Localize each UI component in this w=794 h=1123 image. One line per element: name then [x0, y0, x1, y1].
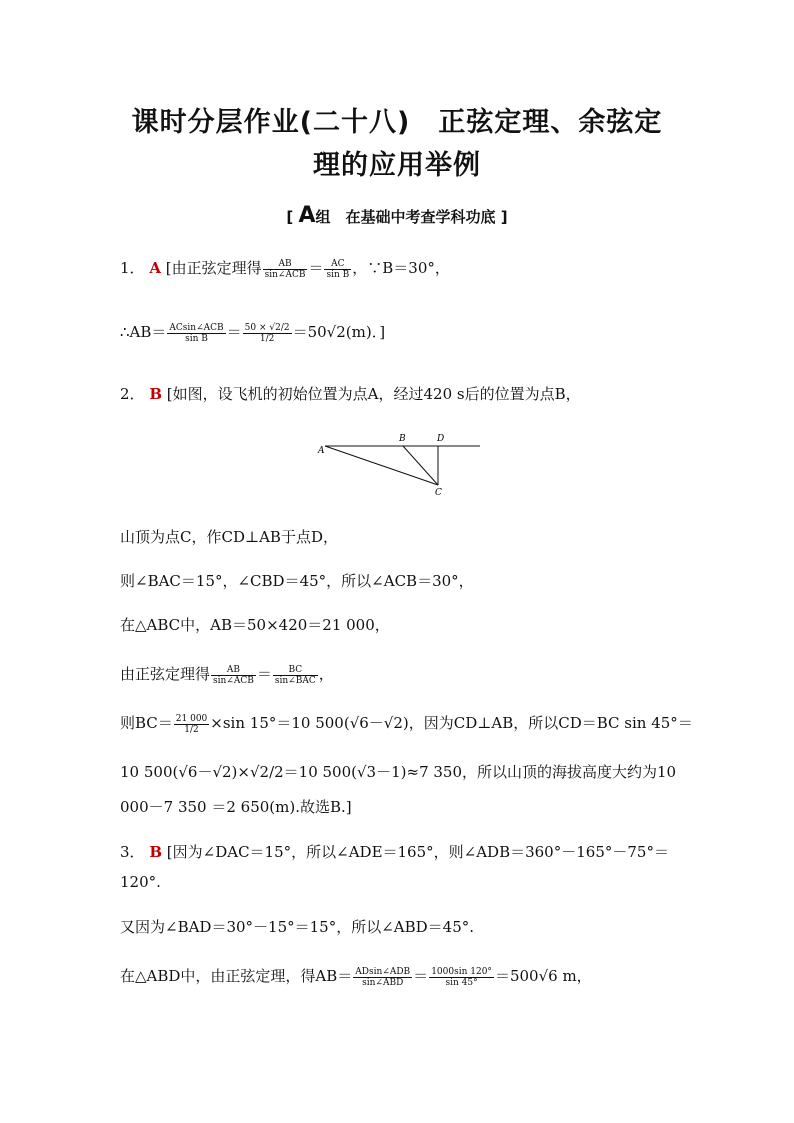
page-title-line1: 课时分层作业(二十八) 正弦定理、余弦定	[131, 107, 663, 138]
q3-answer: B	[149, 843, 163, 861]
q1-text2: ，∵B＝30°，	[352, 259, 450, 277]
q2-line3: 山顶为点C，作CD⊥AB于点D，	[120, 528, 338, 546]
q1-number: 1．	[120, 259, 145, 277]
q1-text1: [由正弦定理得	[165, 259, 262, 277]
group-label: 组 在基础中考查学科功底	[315, 208, 496, 226]
label-c: C	[435, 488, 442, 498]
q1-fraction1: $\frac{AB}{\text{sin∠ACB}}$	[264, 258, 306, 280]
q3-fraction2: $\frac{1000\sin 120^\circ}{\sin 45^\circ}$	[431, 966, 492, 988]
geometry-figure	[315, 428, 485, 498]
q2-fraction2: $\frac{BC}{\text{sin∠BAC}}$	[274, 664, 316, 686]
group-bracket-left: [	[286, 208, 294, 226]
q2-line6: 由正弦定理得 $\frac{AB}{\text{sin∠ACB}}$ ＝ $\frac{BC}{\text{sin∠BAC}}$ ，	[120, 664, 334, 686]
q3-line2: 120°.	[120, 873, 161, 891]
q2-line8: 10 500(√6－√2)×√2/2＝10 500(√3－1)≈7 350，所以山顶的海拔高度大约为10	[120, 763, 677, 781]
q3-text1: [因为∠DAC＝15°，所以∠ADE＝165°，则∠ADB＝360°－165°－75°＝	[166, 843, 669, 861]
q1-line1: 1． A [由正弦定理得 $\frac{AB}{\text{sin∠ACB}}$ ＝ $\frac{AC}{\text{sin B}}$ ，∵B＝30°，	[120, 258, 450, 280]
q2-text1: [如图，设飞机的初始位置为点A，经过420 s后的位置为点B，	[166, 385, 581, 403]
group-bracket-right: ]	[500, 208, 508, 226]
q1-fraction3: $\frac{\text{ACsin∠ACB}}{\text{sin B}}$	[169, 322, 224, 344]
q1-text4: ＝50√2(m)．]	[292, 323, 386, 341]
q1-text3: ∴AB＝	[120, 323, 167, 341]
q2-answer: B	[149, 385, 163, 403]
q3-line3: 又因为∠BAD＝30°－15°＝15°，所以∠ABD＝45°.	[120, 918, 475, 936]
label-d: D	[437, 434, 445, 444]
q3-line1	[120, 842, 669, 862]
label-b: B	[399, 434, 406, 444]
page-title-line2: 理的应用举例	[313, 150, 481, 181]
q3-number: 3．	[120, 843, 145, 861]
q2-line1	[120, 384, 581, 404]
q2-fraction3: $\frac{21 000}{1/2}$	[175, 713, 208, 735]
label-a: A	[318, 446, 325, 456]
q3-line4: 在△ABD中，由正弦定理，得AB＝ $\frac{\text{ADsin∠ADB}}{\text{sin∠ABD}}$ ＝ $\frac{1000\sin 120^\circ}{\sin 45^\circ}$ ＝500√6 m，	[120, 966, 592, 988]
q1-answer: A	[149, 259, 161, 277]
q2-fraction1: $\frac{AB}{\text{sin∠ACB}}$	[213, 664, 254, 686]
q1-fraction4: $\frac{50 \times √2/2}{1/2}$	[244, 322, 290, 344]
group-heading	[0, 203, 794, 228]
q1-line2: ∴AB＝ $\frac{\text{ACsin∠ACB}}{\text{sin B}}$ ＝ $\frac{50 \times √2/2}{1/2}$ ＝50√2(m)．]	[120, 322, 386, 344]
q1-fraction2: $\frac{AC}{\text{sin B}}$	[326, 258, 350, 280]
q2-line7: 则BC＝ $\frac{21 000}{1/2}$ ×sin 15°＝10 500(√6－√2)，因为CD⊥AB，所以CD＝BC sin 45°＝	[120, 713, 693, 735]
q2-number: 2．	[120, 385, 145, 403]
q2-line9: 000－7 350 ＝2 650(m).故选B.]	[120, 798, 352, 816]
q3-fraction1: $\frac{\text{ADsin∠ADB}}{\text{sin∠ABD}}$	[355, 966, 411, 988]
q2-line5: 在△ABC中，AB＝50×420＝21 000，	[120, 616, 390, 634]
q2-line4: 则∠BAC＝15°，∠CBD＝45°，所以∠ACB＝30°，	[120, 572, 474, 590]
group-letter: A	[298, 203, 316, 228]
